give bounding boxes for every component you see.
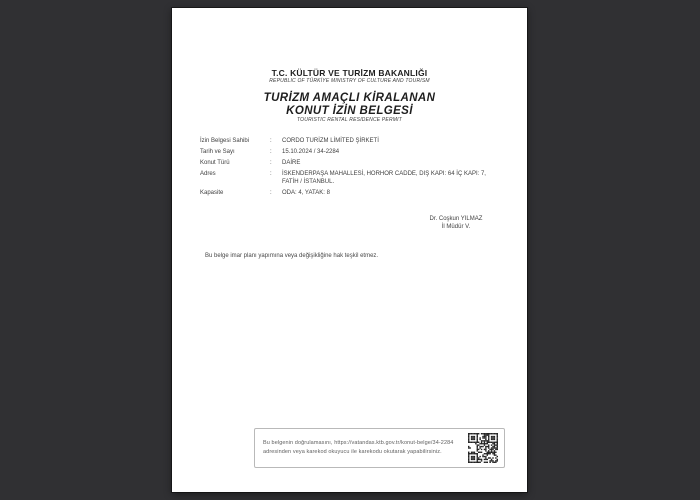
field-value: DAİRE — [282, 160, 301, 166]
signatory-title: İl Müdür V. — [441, 224, 471, 230]
legal-note: Bu belge imar planı yapımına veya değişikliğine hak teşkil etmez. — [205, 253, 379, 259]
fields-table — [200, 137, 505, 200]
permit-title — [172, 92, 527, 124]
field-value: İSKENDERPAŞA MAHALLESİ, HORHOR CADDE, DIŞ KAPI: 64 İÇ KAPI: 7, FATİH / İSTANBUL. — [282, 171, 486, 185]
permit-title-line2: KONUT İZİN BELGESİ — [286, 104, 413, 117]
signature-block — [406, 215, 506, 231]
field-colon: : — [270, 138, 272, 144]
ministry-title: T.C. KÜLTÜR VE TURİZM BAKANLIĞI — [271, 68, 428, 78]
field-row-address — [200, 170, 505, 186]
field-label: Adres — [200, 171, 216, 177]
field-row-residence-type — [200, 159, 505, 167]
verification-line2: adresinden veya karekod okuyucu ile karekodu okutarak yapabilirsiniz. — [263, 449, 442, 455]
field-colon: : — [270, 160, 272, 166]
field-value: 15.10.2024 / 34-2284 — [282, 149, 340, 155]
field-colon: : — [270, 171, 272, 177]
field-row-capacity — [200, 189, 505, 197]
verification-text — [263, 439, 453, 457]
permit-subtitle: TOURISTIC RENTAL RESIDENCE PERMIT — [297, 117, 402, 123]
verification-box — [254, 428, 505, 468]
field-value: CORDO TURİZM LİMİTED ŞİRKETİ — [282, 138, 379, 144]
field-row-date-number — [200, 148, 505, 156]
qr-code-icon — [468, 433, 498, 463]
permit-title-line1: TURİZM AMAÇLI KİRALANAN — [263, 92, 436, 104]
verification-line1: Bu belgenin doğrulamasını, https://vatandas.ktb.gov.tr/konut-belge/34-2284 — [263, 440, 454, 446]
field-value: ODA: 4, YATAK: 8 — [282, 190, 330, 196]
ministry-subtitle: REPUBLIC OF TÜRKİYE MINISTRY OF CULTURE AND TOURISM — [269, 78, 430, 84]
signatory-name: Dr. Coşkun YILMAZ — [429, 216, 483, 222]
field-label: Konut Türü — [200, 160, 230, 166]
document-header — [172, 68, 527, 124]
field-colon: : — [270, 149, 272, 155]
document-page — [172, 8, 527, 492]
field-row-permit-holder — [200, 137, 505, 145]
field-label: Kapasite — [200, 190, 224, 196]
field-label: İzin Belgesi Sahibi — [200, 138, 250, 144]
field-label: Tarih ve Sayı — [200, 149, 235, 155]
field-colon: : — [270, 190, 272, 196]
